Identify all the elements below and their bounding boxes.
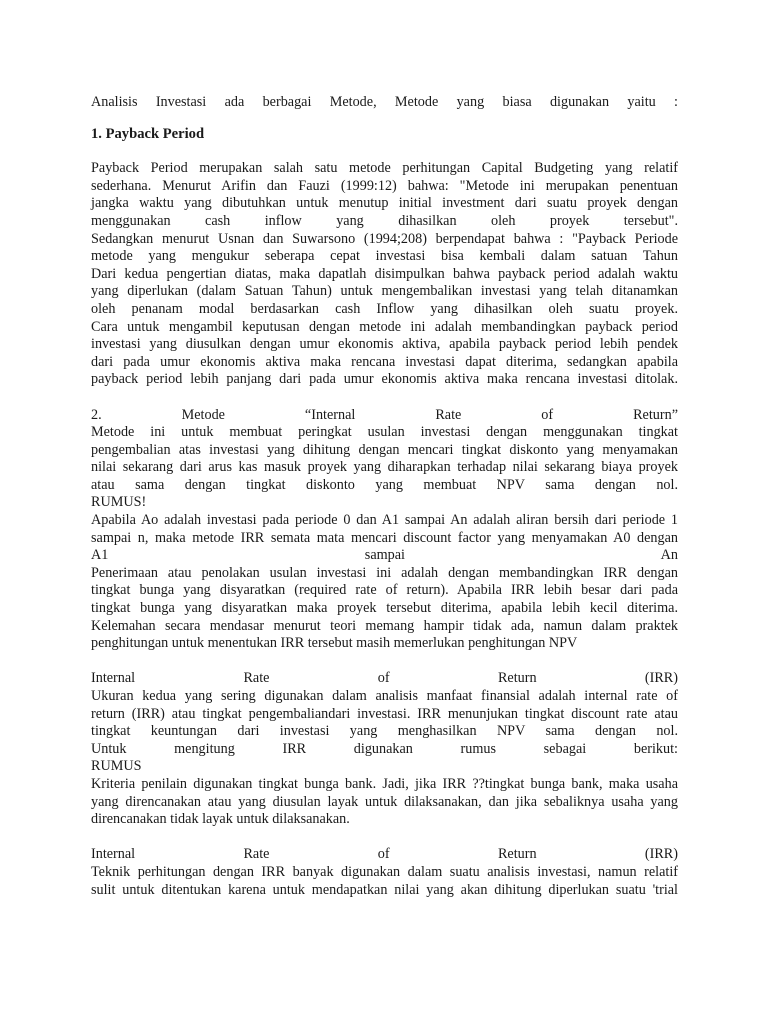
text-line: investasi yang diusulkan dengan umur ekonomis aktiva, apabila payback period lebih pendek: [91, 336, 678, 353]
text-line: Dari kedua pengertian diatas, maka dapatlah disimpulkan bahwa payback period adalah waktu: [91, 265, 678, 282]
text-line: oleh penanam modal berdasarkan cash Inflow yang dihasilkan oleh suatu proyek.: [91, 300, 678, 317]
text-line: Apabila Ao adalah investasi pada periode 0 dan A1 sampai An adalah aliran bersih dari periode 1: [91, 512, 678, 529]
text-line: Ukuran kedua yang sering digunakan dalam analisis manfaat finansial adalah internal rate of: [91, 688, 678, 704]
text-line: Payback Period merupakan salah satu metode perhitungan Capital Budgeting yang relatif: [91, 160, 678, 177]
text-line: Sedangkan menurut Usnan dan Suwarsono (1994;208) berpendapat bahwa : "Payback Periode: [91, 230, 678, 247]
text-line: tingkat bunga yang disyaratkan (required rate of return). Apabila IRR lebih besar dari pada: [91, 582, 678, 599]
heading-irr-method: 2. Metode “Internal Rate of Return”: [91, 406, 678, 423]
text-line: pengembalian atas investasi yang dihitung dengan mencari tingkat diskonto yang menyamakan: [91, 441, 678, 458]
paragraph-gap: [91, 389, 678, 407]
irr-definition-section: [91, 670, 678, 828]
text-line: jangka waktu yang dibutuhkan untuk menutup initial investment dari suatu proyek dengan: [91, 195, 678, 212]
heading-payback-period: 1. Payback Period: [91, 125, 205, 142]
irr-technique-section: [91, 846, 678, 899]
text-line: Untuk mengitung IRR digunakan rumus sebagai berikut:: [91, 740, 678, 757]
intro-line: Analisis Investasi ada berbagai Metode, Metode yang biasa digunakan yaitu :: [91, 94, 678, 110]
text-line: Teknik perhitungan dengan IRR banyak digunakan dalam suatu analisis investasi, namun relatif: [91, 863, 678, 880]
text-line: direncanakan tidak layak untuk dilaksanakan.: [91, 811, 350, 828]
formula-placeholder: RUMUS: [91, 758, 142, 775]
text-line: yang diperlukan (dalam Satuan Tahun) untuk mengembalikan investasi yang telah ditanamkan: [91, 283, 678, 300]
text-line: menggunakan cash inflow yang dihasilkan oleh proyek tersebut".: [91, 212, 678, 229]
text-line: penghitungan untuk menentukan IRR tersebut masih memerlukan penghitungan NPV: [91, 635, 578, 652]
text-line: sampai n, maka metode IRR semata mata mencari discount factor yang menyamakan A0 dengan: [91, 529, 678, 546]
text-line: Kriteria penilain digunakan tingkat bunga bank. Jadi, jika IRR ??tingkat bunga bank, maka usaha: [91, 775, 678, 792]
text-line: dari pada umur ekonomis aktiva maka rencana investasi dapat diterima, sedangkan apabila: [91, 353, 678, 370]
text-line: tingkat bunga yang disyaratkan maka proyek tersebut diterima, apabila lebih kecil diterima.: [91, 600, 678, 617]
subheading-irr: Internal Rate of Return (IRR): [91, 846, 678, 863]
text-line: yang direncanakan atau yang diusulan layak untuk dilaksanakan, dan jika sebaliknya usaha yang: [91, 793, 678, 810]
text-line: sederhana. Menurut Arifin dan Fauzi (1999:12) bahwa: "Metode ini merupakan penentuan: [91, 177, 678, 194]
document-body: [91, 94, 678, 899]
text-line: sulit untuk ditentukan karena untuk mendapatkan nilai yang akan dihitung diperlukan suatu 'trial: [91, 881, 678, 898]
text-line: Kelemahan secara mendasar menurut teori memang hampir tidak ada, namun dalam praktek: [91, 617, 678, 634]
text-line: atau sama dengan tingkat diskonto yang membuat NPV sama dengan nol.: [91, 476, 678, 493]
text-line: Penerimaan atau penolakan usulan investasi ini adalah dengan membandingkan IRR dengan: [91, 564, 678, 581]
paragraph-gap: [91, 829, 678, 847]
paragraph-gap: [91, 653, 678, 671]
irr-method-section: [91, 407, 678, 653]
text-line: payback period lebih panjang dari pada umur ekonomis aktiva maka rencana investasi ditolak.: [91, 371, 678, 388]
text-line: metode yang mengukur seberapa cepat investasi bisa kembali dalam satuan Tahun: [91, 248, 678, 265]
text-line: Cara untuk mengambil keputusan dengan metode ini adalah membandingkan payback period: [91, 318, 678, 335]
text-line: return (IRR) atau tingkat pengembaliandari investasi. IRR menunjukan tingkat discount rate atau: [91, 705, 678, 722]
formula-placeholder: RUMUS!: [91, 494, 147, 511]
text-line: tingkat keuntungan dari investasi yang menghasilkan NPV sama dengan nol.: [91, 723, 678, 740]
subheading-irr: Internal Rate of Return (IRR): [91, 670, 678, 687]
payback-section: [91, 160, 678, 389]
text-line: nilai sekarang dari arus kas masuk proyek yang diharapkan terhadap nilai sekarang biaya proyek: [91, 459, 678, 476]
text-line: Metode ini untuk membuat peringkat usulan investasi dengan menggunakan tingkat: [91, 424, 678, 441]
text-line: A1 sampai An: [91, 547, 678, 564]
